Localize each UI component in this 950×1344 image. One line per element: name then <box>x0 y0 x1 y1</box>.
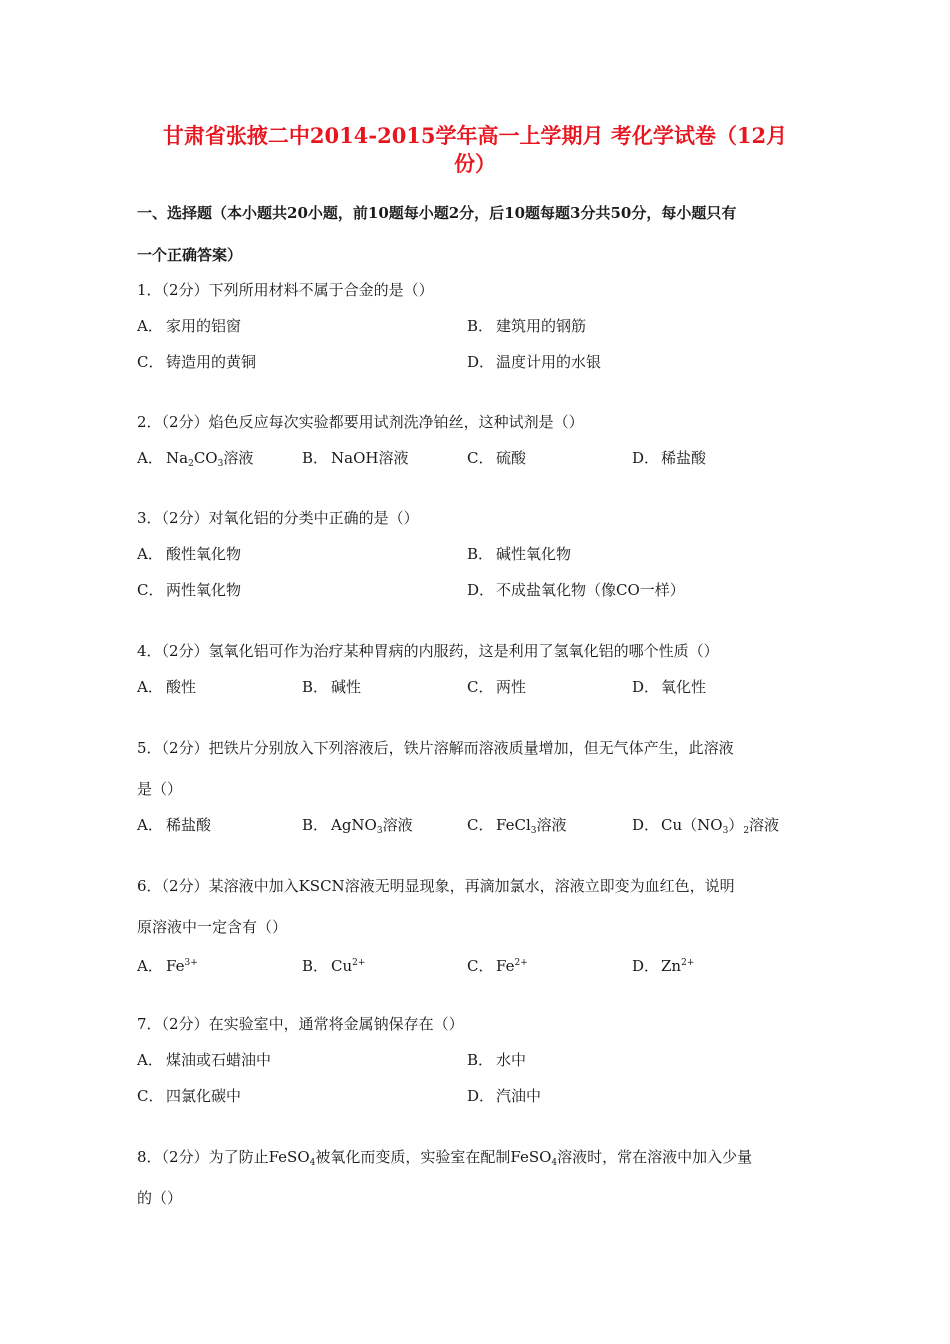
q1-option-d: D． 温度计用的水银 <box>467 353 602 371</box>
q6-option-c: C． $Fe^{2+}$ <box>467 957 528 975</box>
title-line-2: 份） <box>454 151 496 176</box>
q3-option-a: A． 酸性氧化物 <box>137 545 242 563</box>
q5-option-c: C． FeCl$_3$溶液 <box>467 816 567 836</box>
q1-option-a: A． 家用的铝窗 <box>137 317 242 335</box>
q3-stem: 3．（2分）对氧化铝的分类中正确的是（） <box>137 509 419 527</box>
q5-option-d: D． $Cu(NO_3)_2$溶液 <box>632 816 780 836</box>
q4-option-c: C． 两性 <box>467 678 527 696</box>
q7-option-b: B． 水中 <box>467 1051 527 1069</box>
section-heading-line-2: 一个正确答案） <box>137 246 243 264</box>
section-heading-line-1: 一、选择题（本小题共20小题，前10题每小题2分，后10题每题3分共50分，每小题只有 <box>137 204 737 222</box>
q6-option-b: B． $Cu^{2+}$ <box>302 957 366 975</box>
q6-stem-line-2: 原溶液中一定含有（） <box>137 918 288 936</box>
q7-stem: 7．（2分）在实验室中，通常将金属钠保存在（） <box>137 1015 464 1033</box>
q8-stem-line-1: 8．（2分）为了防止FeSO$_4$被氧化而变质，实验室在配制FeSO$_4$溶液时，常在溶液中加入少量 <box>137 1148 753 1168</box>
exam-title <box>120 122 830 178</box>
q3-option-b: B． 碱性氧化物 <box>467 545 572 563</box>
q2-option-d: D． 稀盐酸 <box>632 449 707 467</box>
q4-option-b: B． 碱性 <box>302 678 362 696</box>
q1-option-b: B． 建筑用的钢筋 <box>467 317 587 335</box>
q4-option-d: D． 氧化性 <box>632 678 707 696</box>
q6-option-d: D． $Zn^{2+}$ <box>632 957 695 975</box>
q5-stem-line-2: 是（） <box>137 780 183 798</box>
q7-option-d: D． 汽油中 <box>467 1087 542 1105</box>
q4-stem: 4．（2分）氢氧化铝可作为治疗某种胃病的内服药，这是利用了氢氧化铝的哪个性质（） <box>137 642 719 660</box>
q8-stem-line-2: 的（） <box>137 1189 183 1207</box>
q3-option-c: C． 两性氧化物 <box>137 581 242 599</box>
q1-option-c: C． 铸造用的黄铜 <box>137 353 257 371</box>
q1-stem: 1．（2分）下列所用材料不属于合金的是（） <box>137 281 434 299</box>
q2-option-a: A． $Na_2CO_3$溶液 <box>137 449 254 469</box>
q3-option-d: D． 不成盐氧化物（像CO一样） <box>467 581 685 599</box>
q5-stem-line-1: 5．（2分）把铁片分别放入下列溶液后，铁片溶解而溶液质量增加，但无气体产生，此溶液 <box>137 739 734 757</box>
q2-option-b: B． NaOH溶液 <box>302 449 409 467</box>
q4-option-a: A． 酸性 <box>137 678 197 696</box>
q2-stem: 2．（2分）焰色反应每次实验都要用试剂洗净铂丝，这种试剂是（） <box>137 413 584 431</box>
q6-stem-line-1: 6．（2分）某溶液中加入KSCN溶液无明显现象，再滴加氯水，溶液立即变为血红色，说明 <box>137 877 735 895</box>
q7-option-c: C． 四氯化碳中 <box>137 1087 242 1105</box>
title-line-1: 甘肃省张掖二中2014-2015学年高一上学期月 考化学试卷（12月 <box>162 123 788 148</box>
q5-option-a: A． 稀盐酸 <box>137 816 212 834</box>
q5-option-b: B． AgNO$_3$溶液 <box>302 816 413 836</box>
q6-option-a: A． $Fe^{3+}$ <box>137 957 198 975</box>
q2-option-c: C． 硫酸 <box>467 449 527 467</box>
q7-option-a: A． 煤油或石蜡油中 <box>137 1051 272 1069</box>
